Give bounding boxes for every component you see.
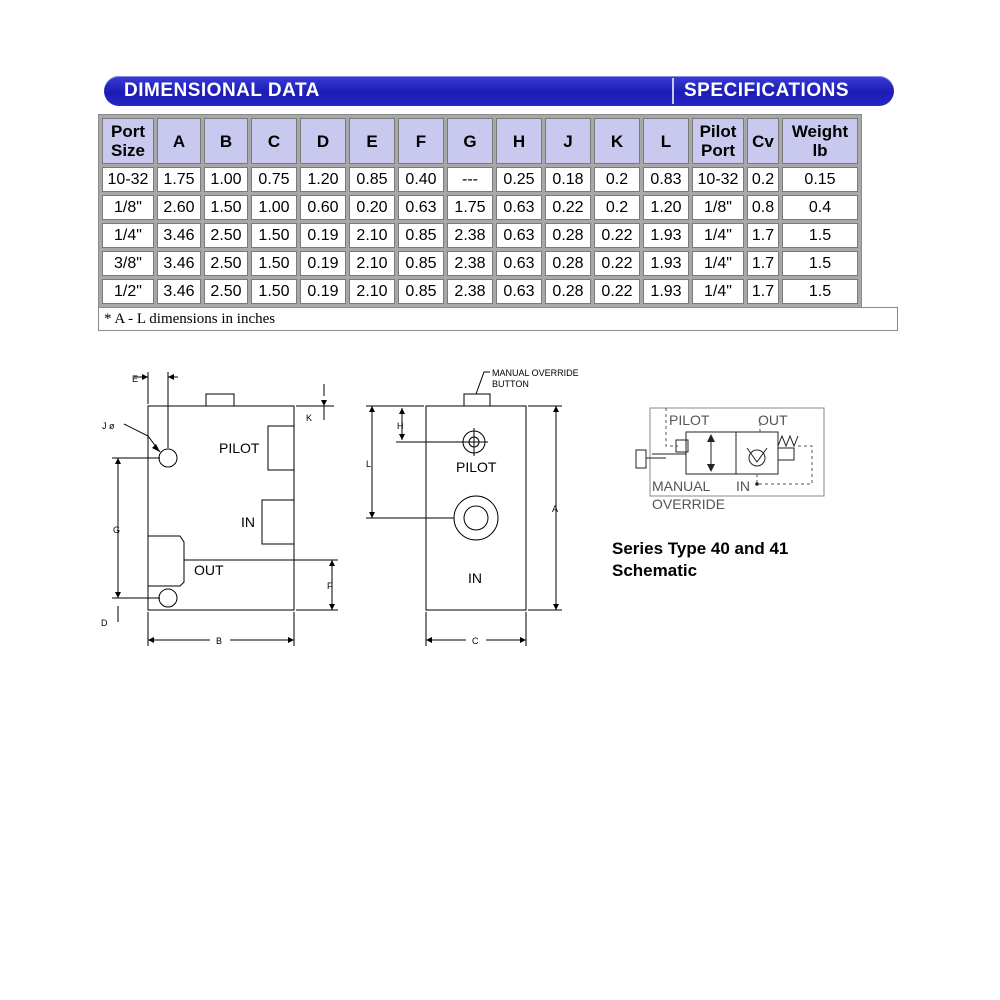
- column-header: Port Size: [102, 118, 154, 164]
- column-header: B: [204, 118, 248, 164]
- table-cell: 0.2: [594, 167, 640, 192]
- table-footnote: * A - L dimensions in inches: [98, 307, 898, 331]
- table-cell: 1.7: [747, 279, 779, 304]
- table-cell: 0.22: [545, 195, 591, 220]
- table-cell: 10-32: [102, 167, 154, 192]
- table-cell: 3.46: [157, 223, 201, 248]
- schematic-out-label: OUT: [758, 412, 788, 428]
- table-cell: 3/8": [102, 251, 154, 276]
- table-cell: 0.2: [747, 167, 779, 192]
- column-header: F: [398, 118, 444, 164]
- table-cell: 0.19: [300, 251, 346, 276]
- dim-label-k: K: [306, 413, 313, 423]
- table-cell: 1/2": [102, 279, 154, 304]
- column-header: G: [447, 118, 493, 164]
- table-cell: 0.19: [300, 223, 346, 248]
- table-cell: 1.5: [782, 279, 858, 304]
- table-cell: 1.7: [747, 251, 779, 276]
- schematic-pilot-label: PILOT: [669, 412, 710, 428]
- dim-label-f: F: [327, 581, 333, 591]
- dim-label-c: C: [472, 636, 479, 646]
- table-cell: 0.28: [545, 279, 591, 304]
- table-cell: 0.22: [594, 223, 640, 248]
- table-cell: 0.85: [398, 279, 444, 304]
- column-header: L: [643, 118, 689, 164]
- dimensional-data-title: DIMENSIONAL DATA: [124, 80, 320, 101]
- schematic-in-label: IN: [736, 478, 750, 494]
- side-in-port: [454, 496, 498, 540]
- manual-override-label: MANUAL OVERRIDE: [492, 368, 579, 378]
- table-cell: 1.50: [204, 195, 248, 220]
- table-cell: 0.63: [496, 223, 542, 248]
- table-cell: 2.10: [349, 279, 395, 304]
- table-cell: 0.63: [496, 195, 542, 220]
- table-cell: 1/4": [692, 251, 744, 276]
- column-header: A: [157, 118, 201, 164]
- dim-label-h: H: [397, 421, 404, 431]
- schematic-caption: [612, 538, 788, 582]
- table-cell: 1.93: [643, 223, 689, 248]
- table-cell: 0.63: [398, 195, 444, 220]
- schematic-override-label: OVERRIDE: [652, 496, 726, 512]
- table-cell: 0.28: [545, 251, 591, 276]
- table-cell: 3.46: [157, 279, 201, 304]
- table-cell: 1/4": [692, 223, 744, 248]
- table-cell: 2.50: [204, 223, 248, 248]
- table-cell: 0.2: [594, 195, 640, 220]
- table-cell: 0.25: [496, 167, 542, 192]
- column-header: D: [300, 118, 346, 164]
- dim-label-l: L: [366, 459, 372, 469]
- table-cell: 1.00: [204, 167, 248, 192]
- table-cell: 0.83: [643, 167, 689, 192]
- table-cell: 0.75: [251, 167, 297, 192]
- table-cell: 1.20: [300, 167, 346, 192]
- table-cell: 1/4": [692, 279, 744, 304]
- table-cell: 0.18: [545, 167, 591, 192]
- table-cell: 1.93: [643, 279, 689, 304]
- column-header: Cv: [747, 118, 779, 164]
- column-header: E: [349, 118, 395, 164]
- front-j-hole: [159, 449, 177, 467]
- table-cell: 3.46: [157, 251, 201, 276]
- schematic-manual-label: MANUAL: [652, 478, 711, 494]
- front-in-port: [262, 500, 294, 544]
- table-cell: 0.85: [398, 223, 444, 248]
- table-cell: 0.63: [496, 279, 542, 304]
- table-cell: 1.00: [251, 195, 297, 220]
- table-cell: 2.38: [447, 223, 493, 248]
- dim-label-d: D: [101, 618, 108, 628]
- front-view-body: [148, 406, 294, 610]
- caption-line-2: Schematic: [612, 561, 698, 580]
- column-header: Pilot Port: [692, 118, 744, 164]
- column-header: Weight lb: [782, 118, 858, 164]
- front-pilot-port: [268, 426, 294, 470]
- table-cell: 2.10: [349, 223, 395, 248]
- table-cell: 1.50: [251, 251, 297, 276]
- front-d-hole: [159, 589, 177, 607]
- dim-label-a: A: [552, 504, 559, 514]
- column-header: H: [496, 118, 542, 164]
- table-cell: 0.60: [300, 195, 346, 220]
- table-cell: 1.7: [747, 223, 779, 248]
- table-cell: 0.85: [349, 167, 395, 192]
- table-cell: 0.20: [349, 195, 395, 220]
- table-cell: 1.20: [643, 195, 689, 220]
- column-header: C: [251, 118, 297, 164]
- side-pilot-label: PILOT: [456, 459, 497, 475]
- table-cell: 1.5: [782, 223, 858, 248]
- in-junction-dot: [755, 482, 759, 486]
- table-cell: 1/8": [692, 195, 744, 220]
- dim-label-e: E: [132, 374, 139, 384]
- dim-label-j: J ø: [102, 421, 115, 431]
- table-cell: 2.50: [204, 251, 248, 276]
- table-cell: 0.4: [782, 195, 858, 220]
- table-cell: 2.10: [349, 251, 395, 276]
- specifications-title: SPECIFICATIONS: [684, 80, 849, 101]
- front-top-button: [206, 394, 234, 406]
- table-cell: 1.50: [251, 223, 297, 248]
- column-header: J: [545, 118, 591, 164]
- table-cell: 0.85: [398, 251, 444, 276]
- front-out-port: [148, 536, 184, 586]
- manual-override-button: [464, 394, 490, 406]
- table-cell: 0.22: [594, 279, 640, 304]
- table-cell: 1.75: [447, 195, 493, 220]
- front-out-label: OUT: [194, 562, 224, 578]
- button-label: BUTTON: [492, 379, 529, 389]
- table-cell: 1.93: [643, 251, 689, 276]
- table-cell: 2.60: [157, 195, 201, 220]
- table-cell: 2.50: [204, 279, 248, 304]
- table-cell: 1.5: [782, 251, 858, 276]
- table-cell: 0.22: [594, 251, 640, 276]
- side-in-label: IN: [468, 570, 482, 586]
- column-header: K: [594, 118, 640, 164]
- table-cell: 1/8": [102, 195, 154, 220]
- table-cell: 10-32: [692, 167, 744, 192]
- table-cell: 0.15: [782, 167, 858, 192]
- dim-label-b: B: [216, 636, 223, 646]
- table-cell: 1/4": [102, 223, 154, 248]
- front-in-label: IN: [241, 514, 255, 530]
- table-cell: 0.8: [747, 195, 779, 220]
- table-cell: 2.38: [447, 251, 493, 276]
- table-cell: 2.38: [447, 279, 493, 304]
- table-cell: 0.40: [398, 167, 444, 192]
- table-cell: 1.75: [157, 167, 201, 192]
- caption-line-1: Series Type 40 and 41: [612, 539, 789, 558]
- table-cell: 0.63: [496, 251, 542, 276]
- table-cell: 0.19: [300, 279, 346, 304]
- front-pilot-label: PILOT: [219, 440, 260, 456]
- table-cell: ---: [447, 167, 493, 192]
- table-cell: 0.28: [545, 223, 591, 248]
- dim-label-g: G: [113, 525, 121, 535]
- table-cell: 1.50: [251, 279, 297, 304]
